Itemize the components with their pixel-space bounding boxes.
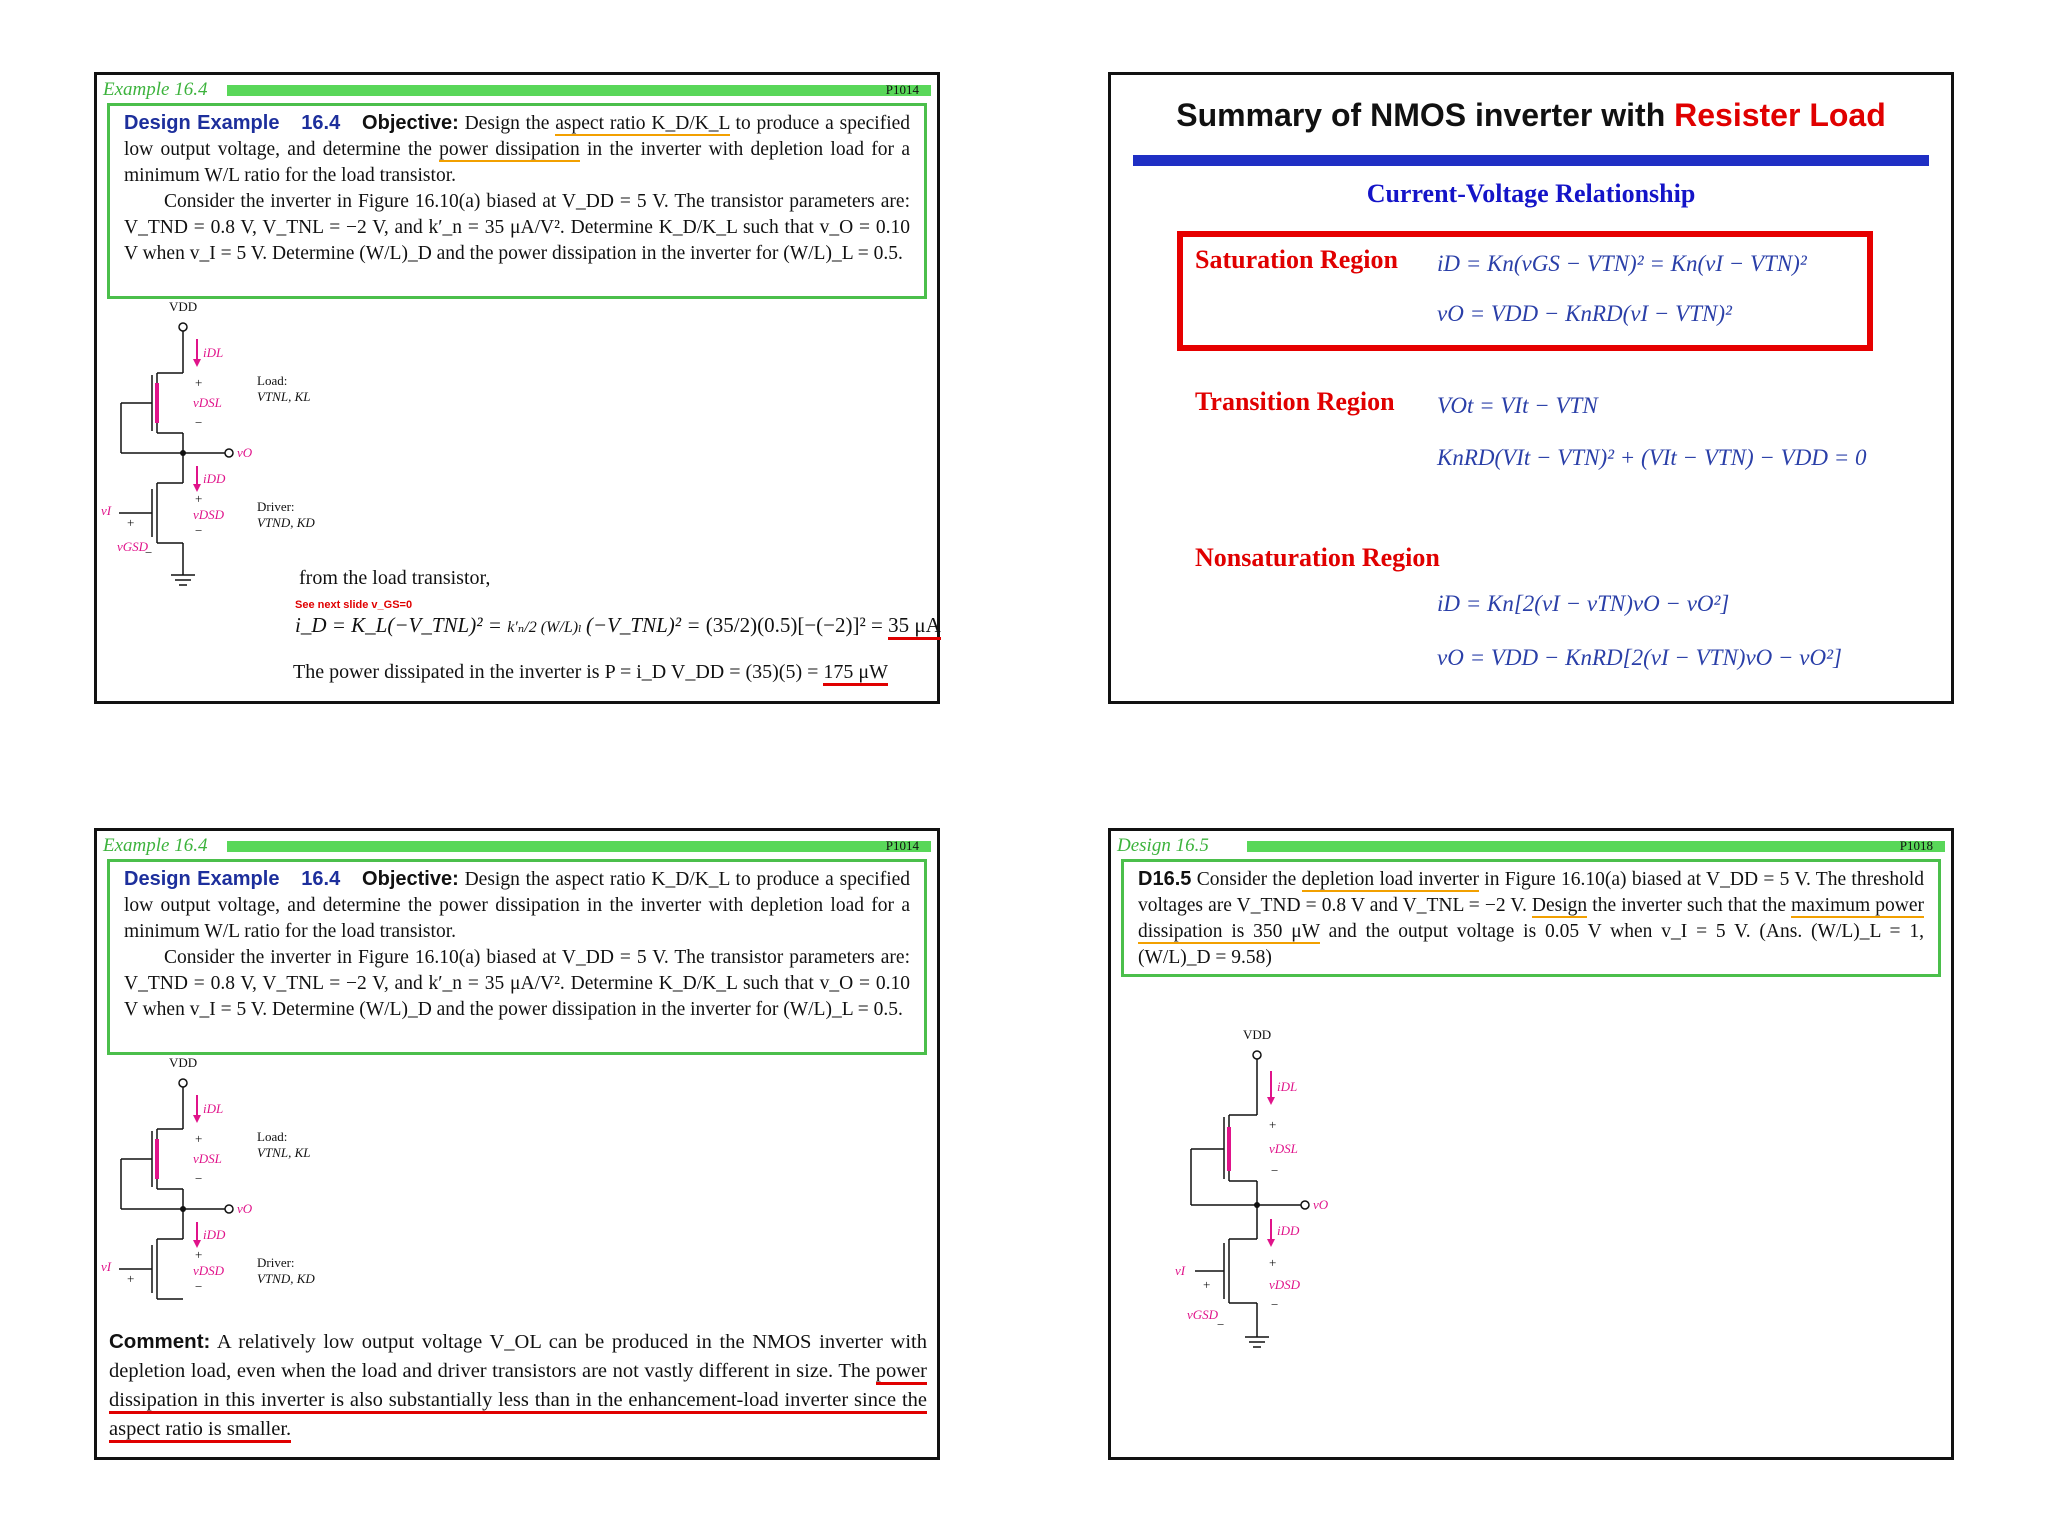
formula-tail: (0.5)[−(−2)]² = — [757, 613, 889, 637]
vdd-label: VDD — [1243, 1027, 1272, 1042]
problem-text: Consider the inverter in Figure 16.10(a) biased at V_DD = 5 V. The transistor parameters are: V_TND = 0.8 V, V_TNL = −2 V, and k′_n = 35 μA/V². Determine K_D/K_L such that v_O = 0.10 V when v_I = 5 V. Determine (W/L)_D and the power dissipation in the inverter for (W/L)_L = 0.5. — [124, 191, 910, 264]
plus-sign: + — [1269, 1117, 1277, 1132]
idl-label: iDL — [203, 1101, 224, 1116]
design-header — [1117, 837, 1945, 855]
page-number: P1018 — [1899, 838, 1933, 853]
depletion-load-underline: depletion load inverter — [1301, 869, 1479, 890]
objective-text-b: to produce a specified low output voltage, and determine the — [124, 869, 911, 916]
vdsd-label: vDSD — [1269, 1277, 1301, 1292]
minus-sign: − — [195, 415, 203, 430]
example-title: Example 16.4 — [103, 835, 208, 856]
plus-sign: + — [195, 375, 203, 390]
saturation-region-label: Saturation Region — [1195, 245, 1398, 274]
circuit-diagram — [97, 1059, 397, 1329]
idd-label: iDD — [203, 1227, 226, 1242]
minus-sign: − — [1271, 1163, 1279, 1178]
vi-label: vI — [1175, 1263, 1186, 1278]
slide-example-16-4 — [94, 72, 940, 704]
slide-summary-nmos — [1108, 72, 1954, 704]
power-dissipation-text: power dissipation — [439, 895, 580, 916]
minus-sign: − — [195, 1279, 203, 1294]
header-bar — [227, 841, 931, 852]
header-bar — [227, 85, 931, 96]
saturation-eq-current: iD = Kn(vGS − VTN)² = Kn(vI − VTN)² — [1437, 251, 1807, 276]
design-example-label: Design Example — [124, 868, 280, 890]
vo-label: vO — [237, 1201, 253, 1216]
minus-sign: − — [195, 523, 203, 538]
plus-sign: + — [127, 515, 135, 530]
minus-sign: − — [1217, 1317, 1225, 1332]
current-result: 35 μA — [888, 613, 941, 640]
formula-mid: (−V_TNL)² = — [585, 613, 706, 637]
max-power-underline: maximum power dissipation is 350 μW — [1138, 895, 1924, 942]
vo-label: vO — [1313, 1197, 1329, 1212]
drain-current-formula: i_D = K_L(−V_TNL)² = k′ₙ/2 (W/L)ₗ (−V_TNL)² = (35/2)(0.5)[−(−2)]² = 35 μA — [295, 613, 941, 638]
vdsl-label: vDSL — [193, 1151, 222, 1166]
comment-paragraph — [109, 1327, 927, 1444]
objective-text-c: in the inverter with depletion load for a minimum W/L ratio for the load transistor. — [124, 895, 910, 942]
objective-text-a: Design the — [464, 869, 556, 890]
nonsaturation-region-label: Nonsaturation Region — [1195, 543, 1440, 572]
objective-text-a: Design the — [464, 113, 556, 134]
load-params: VTNL, KL — [257, 389, 311, 404]
plus-sign: + — [195, 491, 203, 506]
nonsaturation-eq-current: iD = Kn[2(vI − vTN)vO − vO²] — [1437, 591, 1730, 616]
driver-params: VTND, KD — [257, 1271, 315, 1286]
design-word-underline: Design — [1531, 895, 1588, 916]
design-text-d: and the output voltage is 0.05 V when v_I = 5 V. (Ans. (W/L)_L = 1, (W/L)_D = 9.58) — [1138, 921, 1924, 968]
driver-params: VTND, KD — [257, 515, 315, 530]
title-rule — [1133, 155, 1929, 166]
objective-text-b: to produce a specified low output voltage, and determine the — [124, 113, 911, 160]
power-dissipation-underline: power dissipation — [439, 139, 580, 160]
vdd-label: VDD — [169, 299, 198, 314]
load-label: Load: — [257, 373, 288, 388]
example-header — [103, 81, 931, 99]
comment-label: Comment: — [109, 1330, 211, 1353]
load-label: Load: — [257, 1129, 288, 1144]
plus-sign: + — [1269, 1255, 1277, 1270]
vo-label: vO — [237, 445, 253, 460]
transition-eq-1: VOt = VIt − VTN — [1437, 393, 1598, 418]
objective-text-c: in the inverter with depletion load for a minimum W/L ratio for the load transistor. — [124, 139, 910, 186]
idl-label: iDL — [1277, 1079, 1298, 1094]
design-example-label: Design Example — [124, 112, 280, 134]
vdsl-label: vDSL — [1269, 1141, 1298, 1156]
transition-eq-2: KnRD(VIt − VTN)² + (VIt − VTN) − VDD = 0 — [1437, 445, 1867, 470]
vi-label: vI — [101, 503, 112, 518]
minus-sign: − — [1271, 1297, 1279, 1312]
example-header — [103, 837, 931, 855]
summary-title-black: Summary of NMOS inverter with — [1176, 97, 1675, 133]
depletion-load-circuit — [1151, 1027, 1451, 1366]
design-example-number: 16.4 — [301, 868, 341, 890]
vi-label: vI — [101, 1259, 112, 1274]
see-next-slide-note: See next slide v_GS=0 — [295, 599, 413, 611]
page-number: P1014 — [885, 82, 919, 97]
plus-sign: + — [127, 1271, 135, 1286]
design-problem-box — [1121, 859, 1941, 977]
example-title: Example 16.4 — [103, 79, 208, 100]
objective-label: Objective: — [362, 868, 459, 890]
problem-box — [107, 859, 927, 1055]
design-example-number: 16.4 — [301, 112, 341, 134]
formula-left: i_D = K_L(−V_TNL)² = — [295, 613, 508, 637]
vdsl-label: vDSL — [193, 395, 222, 410]
d16-5-label: D16.5 — [1138, 868, 1192, 890]
problem-text: Consider the inverter in Figure 16.10(a) biased at V_DD = 5 V. The transistor parameters are: V_TND = 0.8 V, V_TNL = −2 V, and k′_n = 35 μA/V². Determine K_D/K_L such that v_O = 0.10 V when v_I = 5 V. Determine (W/L)_D and the power dissipation in the inverter for (W/L)_L = 0.5. — [124, 947, 910, 1020]
vdsd-label: vDSD — [193, 507, 225, 522]
driver-label: Driver: — [257, 499, 295, 514]
summary-title — [1111, 97, 1951, 134]
power-result: 175 μW — [823, 661, 888, 686]
transition-region-label: Transition Region — [1195, 387, 1395, 416]
power-text: The power dissipated in the inverter is P = i_D V_DD = (35)(5) = — [293, 661, 824, 683]
nonsaturation-eq-voltage: vO = VDD − KnRD[2(vI − VTN)vO − vO²] — [1437, 645, 1842, 670]
depletion-load-circuit — [97, 1055, 397, 1334]
summary-title-red: Resister Load — [1674, 97, 1886, 133]
aspect-ratio-underline: aspect ratio K_D/K_L — [555, 113, 730, 134]
vgsd-label: vGSD — [117, 539, 149, 554]
design-text-b: in Figure 16.10(a) biased at V_DD = 5 V. The threshold voltages are V_TND = 0.8 V and V_TNL = −2 V. — [1138, 869, 1924, 916]
subtitle: Current-Voltage Relationship — [1366, 179, 1696, 208]
vdsd-label: vDSD — [193, 1263, 225, 1278]
design-text-c: the inverter such that the — [1587, 895, 1792, 916]
slide-example-16-4-comment — [94, 828, 940, 1460]
header-bar — [1247, 841, 1945, 852]
minus-sign: − — [195, 1171, 203, 1186]
vdd-label: VDD — [169, 1055, 198, 1070]
from-load-text: from the load transistor, — [299, 567, 491, 589]
page-number: P1014 — [885, 838, 919, 853]
design-text-a: Consider the — [1191, 869, 1302, 890]
idd-label: iDD — [203, 471, 226, 486]
power-formula — [293, 661, 888, 684]
comment-underlined: power dissipation in this inverter is also substantially less than in the enhancement-load inverter since the aspect ratio is smaller. — [109, 1360, 927, 1443]
saturation-eq-voltage: vO = VDD − KnRD(vI − VTN)² — [1437, 301, 1732, 326]
problem-box — [107, 103, 927, 299]
design-title: Design 16.5 — [1117, 835, 1209, 856]
idd-label: iDD — [1277, 1223, 1300, 1238]
slide-design-16-5 — [1108, 828, 1954, 1460]
aspect-ratio-text: aspect ratio K_D/K_L — [555, 869, 730, 890]
plus-sign: + — [195, 1131, 203, 1146]
depletion-load-circuit — [97, 299, 397, 608]
minus-sign: − — [145, 545, 153, 560]
comment-text: A relatively low output voltage V_OL can be produced in the NMOS inverter with depletion load, even when the load and driver transistors are not vastly different in size. The — [109, 1331, 927, 1382]
load-params: VTNL, KL — [257, 1145, 311, 1160]
plus-sign: + — [195, 1247, 203, 1262]
idl-label: iDL — [203, 345, 224, 360]
objective-label: Objective: — [362, 112, 459, 134]
vgsd-label: vGSD — [1187, 1307, 1219, 1322]
plus-sign: + — [1203, 1277, 1211, 1292]
driver-label: Driver: — [257, 1255, 295, 1270]
